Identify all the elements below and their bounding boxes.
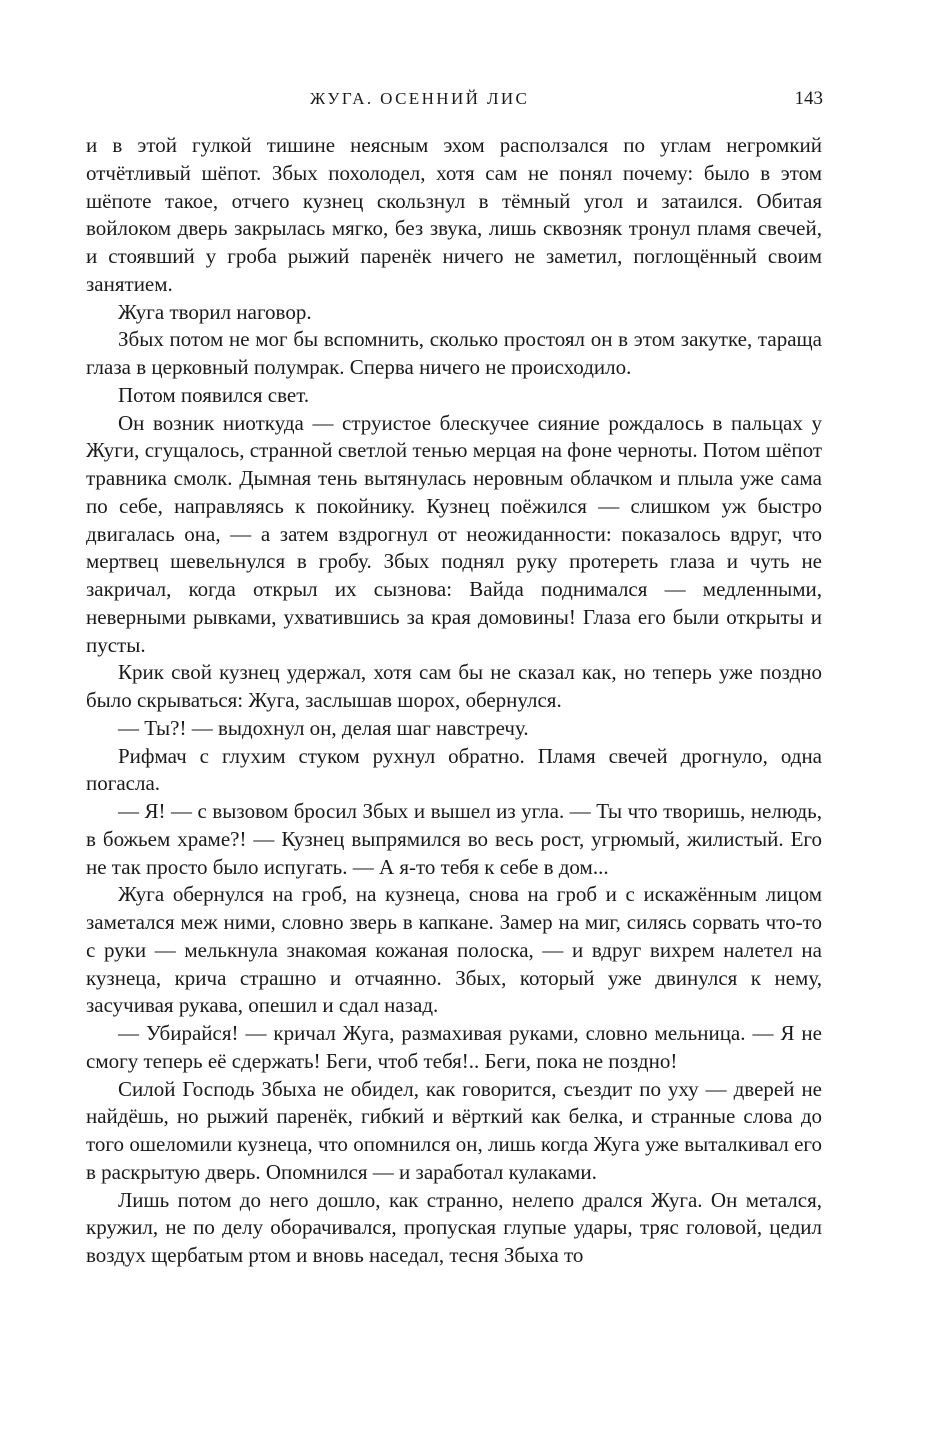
paragraph: Збых потом не мог бы вспомнить, сколько простоял он в этом закутке, тараща глаза в церковный полумрак. Сперва ничего не происходило.	[86, 327, 822, 379]
main-text	[86, 132, 822, 1270]
paragraph: — Убирайся! — кричал Жуга, размахивая руками, словно мельница. — Я не смогу теперь её сдержать! Беги, чтоб тебя!.. Беги, пока не поздно!	[86, 1021, 822, 1073]
paragraph: Лишь потом до него дошло, как странно, нелепо дрался Жуга. Он метался, кружил, не по делу оборачивался, пропуская глупые удары, тряс головой, цедил воздух щербатым ртом и вновь наседал, тесня Збыха то	[86, 1187, 822, 1267]
paragraph: Крик свой кузнец удержал, хотя сам бы не сказал как, но теперь уже поздно было скрываться: Жуга, заслышав шорох, обернулся.	[86, 660, 822, 712]
paragraph: — Я! — с вызовом бросил Збых и вышел из угла. — Ты что творишь, нелюдь, в божьем храме?! — Кузнец выпрямился во весь рост, угрюмый, жилистый. Его не так просто было испугать. — А я-то тебя к себе в дом...	[86, 799, 822, 879]
paragraph: Жуга обернулся на гроб, на кузнеца, снова на гроб и с искажённым лицом заметался меж ними, словно зверь в капкане. Замер на миг, силясь сорвать что-то с руки — мелькнула знакомая кожаная полоска, — и вдруг вихрем налетел на кузнеца, крича страшно и отчаянно. Збых, который уже двинулся к нему, засучивая рукава, опешил и сдал назад.	[86, 882, 822, 1018]
paragraph: Силой Господь Збыха не обидел, как говорится, съездит по уху — дверей не найдёшь, но рыжий паренёк, гибкий и вёрткий как белка, и странные слова до того ошеломили кузнеца, что опомнился он, лишь когда Жуга уже выталкивал его в раскрытую дверь. Опомнился — и заработал кулаками.	[86, 1076, 822, 1184]
paragraph: Жуга творил наговор.	[118, 299, 312, 324]
paragraph: Потом появился свет.	[118, 382, 310, 407]
paragraph: Рифмач с глухим стуком рухнул обратно. Пламя свечей дрогнуло, одна погасла.	[86, 743, 822, 796]
running-title: ЖУГА. ОСЕННИЙ ЛИС	[310, 89, 530, 108]
page-number: 143	[794, 88, 823, 109]
paragraph: Он возник ниоткуда — струистое блескучее сияние рождалось в пальцах у Жуги, сгущалось, странной светлой тенью мерцая на фоне черноты. Потом шёпот травника смолк. Дымная тень вытянулась неровным облачком и плыла уже сама по себе, направляясь к покойнику. Кузнец поёжился — слишком уж быстро двигалась она, — а затем вздрогнул от неожиданности: показалось вдруг, что мертвец шевельнулся в гробу. Збых поднял руку протереть глаза и чуть не закричал, когда открыл их сызнова: Вайда поднимался — медленными, неверными рывками, ухватившись за края домовины! Глаза его были открыты и пусты.	[86, 410, 822, 657]
paragraph: — Ты?! — выдохнул он, делая шаг навстречу.	[118, 715, 529, 740]
paragraph: и в этой гулкой тишине неясным эхом расползался по углам негромкий отчётливый шёпот. Збых похолодел, хотя сам не понял почему: было в этом шёпоте такое, отчего кузнец скользнул в тёмный угол и затаился. Обитая войлоком дверь закрылась мягко, без звука, лишь сквозняк тронул пламя свечей, и стоявший у гроба рыжий паренёк ничего не заметил, поглощённый своим занятием.	[86, 133, 822, 296]
